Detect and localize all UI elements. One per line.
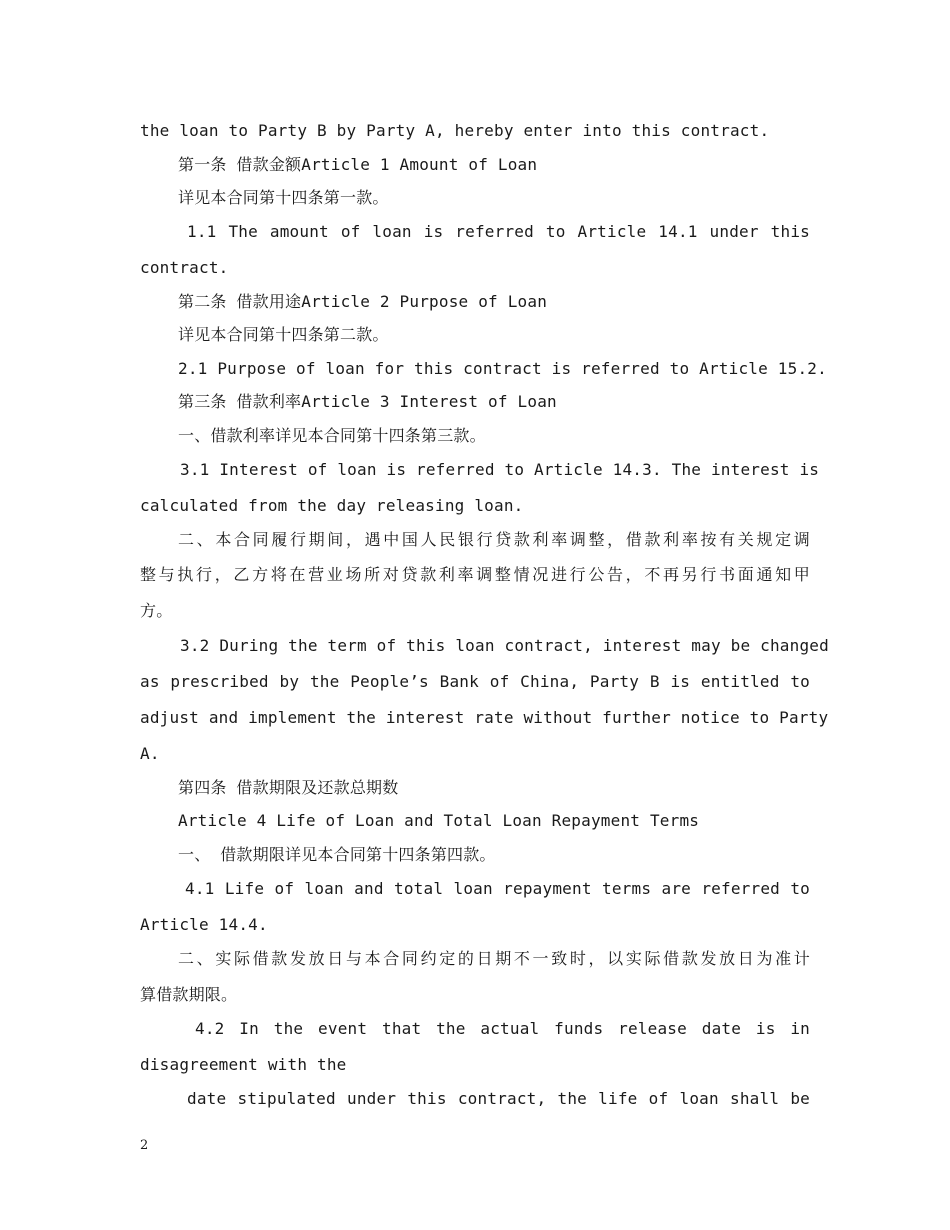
text-line: 4.1 Life of loan and total loan repayment terms are referred to xyxy=(185,879,810,898)
text-line: calculated from the day releasing loan. xyxy=(140,496,524,515)
article-heading: 第四条 借款期限及还款总期数 xyxy=(178,778,399,797)
text-line: 详见本合同第十四条第一款。 xyxy=(178,188,389,207)
text-line: 详见本合同第十四条第二款。 xyxy=(178,325,389,344)
text-line: 一、借款利率详见本合同第十四条第三款。 xyxy=(178,426,486,445)
text-line: 3.2 During the term of this loan contract, interest may be changed xyxy=(180,636,829,655)
article-heading: Article 4 Life of Loan and Total Loan Repayment Terms xyxy=(178,811,700,830)
text-line: 3.1 Interest of loan is referred to Article 14.3. The interest is xyxy=(180,460,820,479)
text-line: 4.2 In the event that the actual funds release date is in xyxy=(195,1019,810,1038)
text-line: date stipulated under this contract, the life of loan shall be xyxy=(187,1089,810,1108)
text-line: A. xyxy=(140,744,160,763)
article-heading: 第二条 借款用途Article 2 Purpose of Loan xyxy=(178,292,548,311)
text-line: 2.1 Purpose of loan for this contract is referred to Article 15.2. xyxy=(178,359,827,378)
text-line: 二、本合同履行期间，遇中国人民银行贷款利率调整，借款利率按有关规定调 xyxy=(178,530,810,549)
text-line: 一、 借款期限详见本合同第十四条第四款。 xyxy=(178,845,496,864)
text-line: the loan to Party B by Party A, hereby enter into this contract. xyxy=(140,121,770,140)
text-line: contract. xyxy=(140,258,229,277)
text-line: 算借款期限。 xyxy=(140,985,238,1004)
page-number: 2 xyxy=(140,1138,149,1153)
article-heading: 第三条 借款利率Article 3 Interest of Loan xyxy=(178,392,557,411)
text-line: as prescribed by the People’s Bank of China, Party B is entitled to xyxy=(140,672,810,691)
text-line: 1.1 The amount of loan is referred to Article 14.1 under this xyxy=(187,222,810,241)
article-heading: 第一条 借款金额Article 1 Amount of Loan xyxy=(178,155,538,174)
text-line: disagreement with the xyxy=(140,1055,347,1074)
text-line: adjust and implement the interest rate without further notice to Party xyxy=(140,708,829,727)
text-line: 整与执行，乙方将在营业场所对贷款利率调整情况进行公告，不再另行书面通知甲 xyxy=(140,565,810,584)
text-line: Article 14.4. xyxy=(140,915,268,934)
text-line: 二、实际借款发放日与本合同约定的日期不一致时，以实际借款发放日为准计 xyxy=(178,949,810,968)
text-line: 方。 xyxy=(140,601,173,620)
